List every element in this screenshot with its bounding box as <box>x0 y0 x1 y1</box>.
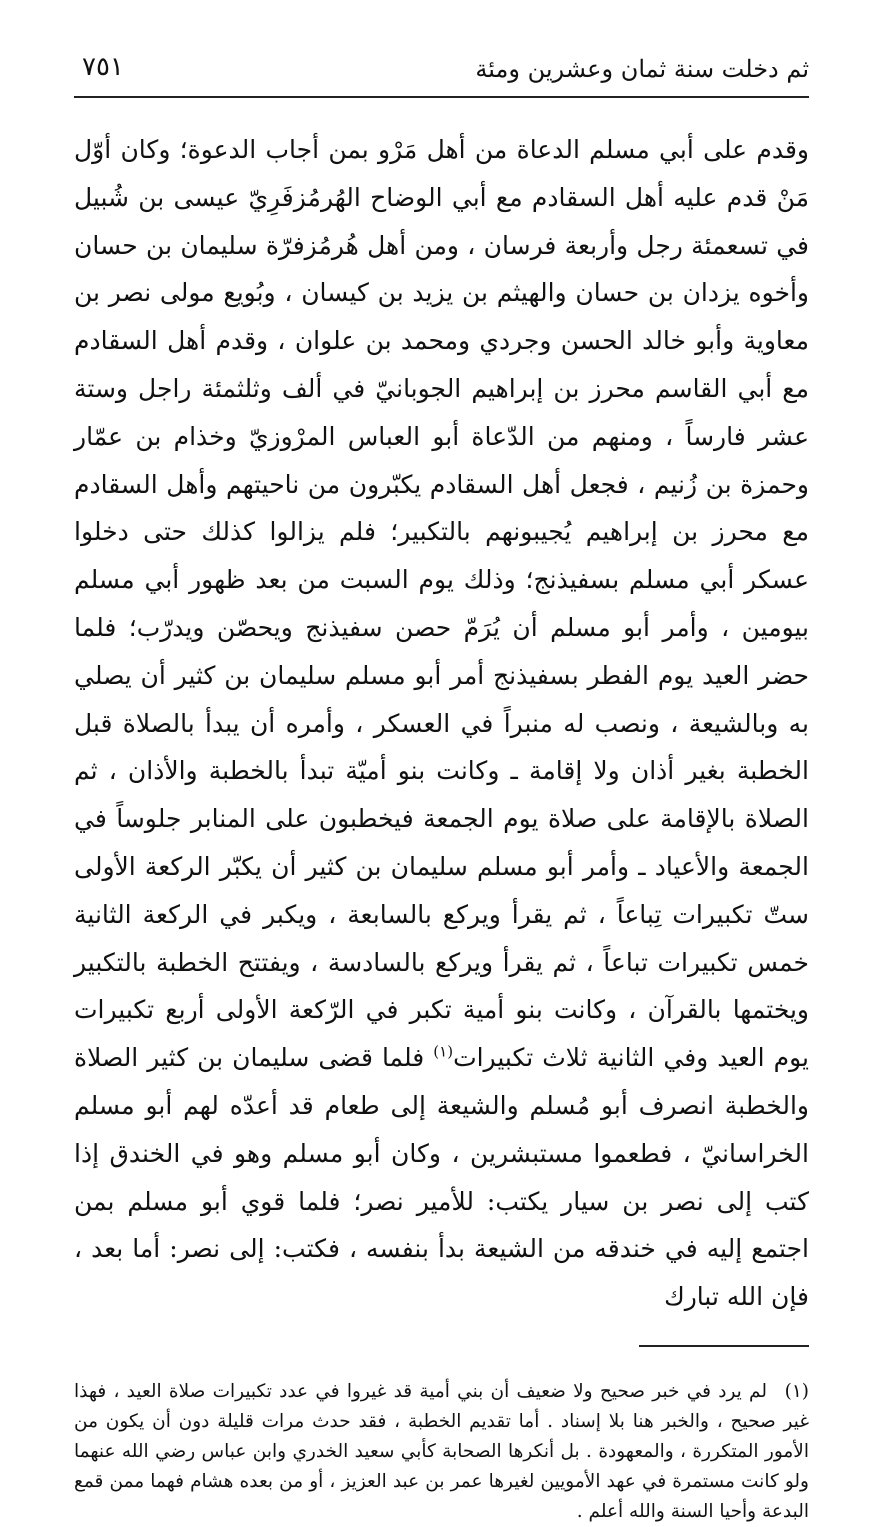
footnote-reference: (١) <box>433 1042 454 1061</box>
main-text <box>74 126 809 1321</box>
main-text-before-footnote: وقدم على أبي مسلم الدعاة من أهل مَرْو بمن أجاب الدعوة؛ وكان أوّل مَنْ قدم عليه أهل السقادم مع أبي الوضاح الهُرمُزفَرِيّ عيسى بن شُبيل في تسعمئة رجل وأربعة فرسان ، ومن أهل هُرمُزفرّة سليمان بن حسان وأخوه يزدان بن حسان والهيثم بن يزيد بن كيسان ، وبُويع مولى نصر بن معاوية وأبو خالد الحسن وجردي ومحمد بن علوان ، وقدم أهل السقادم مع أبي القاسم محرز بن إبراهيم الجوبانيّ في ألف وثلثمئة راجل وستة عشر فارساً ، ومنهم من الدّعاة أبو العباس المرْوزيّ وخذام بن عمّار وحمزة بن زُنيم ، فجعل أهل السقادم يكبّرون من ناحيتهم وأهل السقادم مع محرز بن إبراهيم يُجيبونهم بالتكبير؛ فلم يزالوا كذلك حتى دخلوا عسكر أبي مسلم بسفيذنج؛ وذلك يوم السبت من بعد ظهور أبي مسلم بيومين ، وأمر أبو مسلم أن يُرَمّ حصن سفيذنج ويحصّن ويدرّب؛ فلما حضر العيد يوم الفطر بسفيذنج أمر أبو مسلم سليمان بن كثير أن يصلي به وبالشيعة ، ونصب له منبراً في العسكر ، وأمره أن يبدأ بالصلاة قبل الخطبة بغير أذان ولا إقامة ـ وكانت بنو أميّة تبدأ بالخطبة والأذان ، ثم الصلاة بالإقامة على صلاة يوم الجمعة فيخطبون على المنابر جلوساً في الجمعة والأعياد ـ وأمر أبو مسلم سليمان بن كثير أن يكبّر الركعة الأولى ستّ تكبيرات تِباعاً ، ثم يقرأ ويركع بالسابعة ، ويكبر في الركعة الثانية خمس تكبيرات تباعاً ، ثم يقرأ ويركع بالسادسة ، ويفتتح الخطبة بالتكبير ويختمها بالقرآن ، وكانت بنو أمية تكبر في الرّكعة الأولى أربع تكبيرات يوم العيد وفي الثانية ثلاث تكبيرات <box>74 135 809 1073</box>
footnote <box>74 1377 809 1527</box>
footnote-paragraph <box>74 1377 809 1527</box>
footnote-number: (١) <box>784 1380 809 1402</box>
page-header <box>74 42 809 98</box>
footnote-divider <box>639 1345 809 1347</box>
main-text-after-footnote: فلما قضى سليمان بن كثير الصلاة والخطبة انصرف أبو مُسلم والشيعة إلى طعام قد أعدّه لهم أبو مسلم الخراسانيّ ، فطعموا مستبشرين ، وكان أبو مسلم وهو في الخندق إذا كتب إلى نصر بن سيار يكتب: للأمير نصر؛ فلما قوي أبو مسلم بمن اجتمع إليه في خندقه من الشيعة بدأ بنفسه ، فكتب: إلى نصر: أما بعد ، فإن الله تبارك <box>74 1043 809 1312</box>
page-number: ٧٥١ <box>82 52 124 82</box>
main-paragraph <box>74 126 809 1321</box>
footnote-text: لم يرد في خبر صحيح ولا ضعيف أن بني أمية قد غيروا في عدد تكبيرات صلاة العيد ، فهذا غير صحيح ، والخبر هنا بلا إسناد . أما تقديم الخطبة ، فقد حدث مرات قليلة دون أن يكون من الأمور المتكررة ، والمعهودة . بل أنكرها الصحابة كأبي سعيد الخدري وابن عباس رضي الله عنهما ولو كانت مستمرة في عهد الأمويين لغيرها عمر بن عبد العزيز ، أو من بعده هشام فهما ممن قمع البدعة وأحيا السنة والله أعلم . <box>74 1380 809 1522</box>
book-page <box>74 42 809 1522</box>
running-title: ثم دخلت سنة ثمان وعشرين ومئة <box>475 55 809 83</box>
